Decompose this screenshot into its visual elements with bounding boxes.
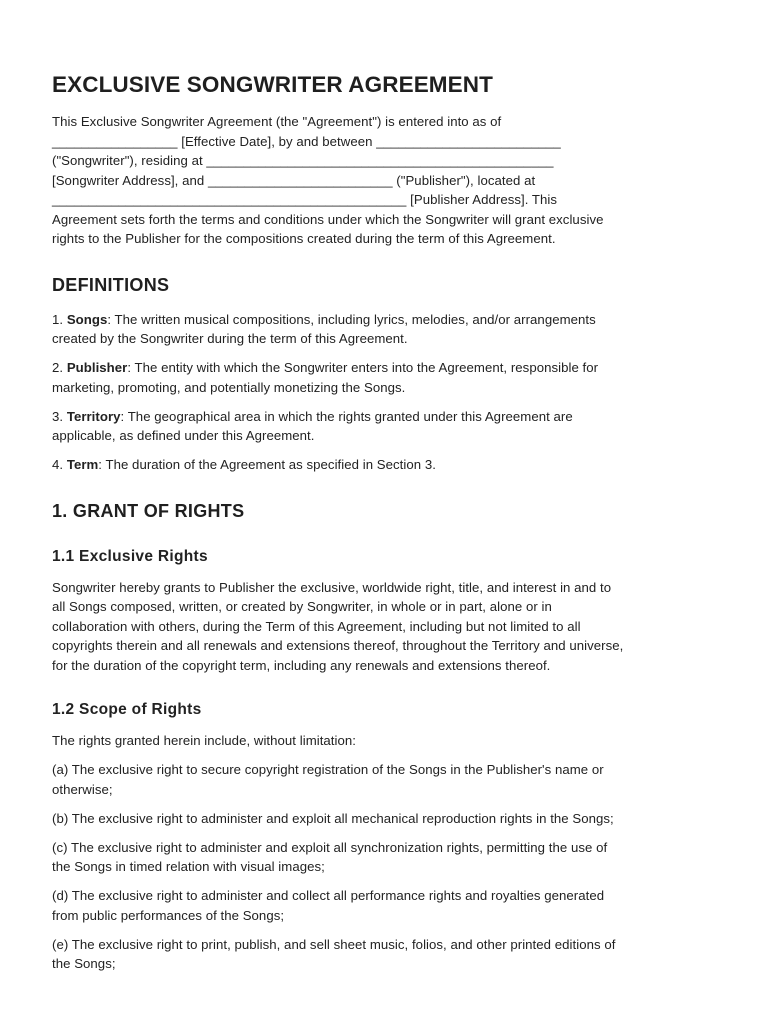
definition-term: Term <box>66 457 99 472</box>
definition-text: : The duration of the Agreement as specified in Section 3. <box>98 457 436 472</box>
definition-text: marketing, promoting, and potentially monetizing the Songs. <box>52 379 406 395</box>
intro-line: ________________________________________________ [Publisher Address]. This <box>52 192 558 207</box>
scope-item <box>52 809 718 829</box>
intro-paragraph <box>52 112 718 249</box>
definition-text: applicable, as defined under this Agreement. <box>52 428 315 443</box>
definition-text: : The entity with which the Songwriter enters into the Agreement, responsible for <box>127 360 599 375</box>
definitions-heading: DEFINITIONS <box>52 274 170 295</box>
paragraph-line: for the duration of the copyright term, including any renewals and extensions thereof. <box>52 657 551 673</box>
scope-of-rights-heading: 1.2 Scope of Rights <box>52 701 202 718</box>
definition-number: 1. <box>52 311 67 327</box>
definition-item <box>52 310 718 349</box>
scope-item-line: otherwise; <box>52 781 113 797</box>
scope-item <box>52 838 718 877</box>
exclusive-rights-paragraph <box>52 578 718 676</box>
scope-item-line: (a) The exclusive right to secure copyright registration of the Songs in the Publisher's name or <box>52 762 604 777</box>
scope-item <box>52 760 718 799</box>
paragraph-line: all Songs composed, written, or created by Songwriter, in whole or in part, alone or in <box>52 599 552 614</box>
exclusive-rights-heading: 1.1 Exclusive Rights <box>52 547 208 565</box>
definition-text: : The geographical area in which the rights granted under this Agreement are <box>120 408 573 424</box>
paragraph-line: Songwriter hereby grants to Publisher the exclusive, worldwide right, title, and interest in and to <box>52 579 612 595</box>
scope-item-line: the Songs; <box>52 956 116 971</box>
definition-item <box>52 407 718 446</box>
intro-line: Agreement sets forth the terms and conditions under which the Songwriter will grant exclusive <box>52 211 604 227</box>
intro-line: This Exclusive Songwriter Agreement (the "Agreement") is entered into as of <box>52 114 502 129</box>
definition-item <box>52 358 718 397</box>
paragraph-line: collaboration with others, during the Term of this Agreement, including but not limited to all <box>52 618 581 634</box>
grant-of-rights-heading: 1. GRANT OF RIGHTS <box>52 500 245 521</box>
scope-item <box>52 886 718 925</box>
definition-number: 2. <box>52 360 67 375</box>
scope-item-line: (d) The exclusive right to administer and collect all performance rights and royalties generated <box>52 888 605 903</box>
intro-line: _________________ [Effective Date], by and between _________________________ <box>52 133 561 149</box>
scope-item-line: the Songs in timed relation with visual images; <box>52 859 325 874</box>
scope-item-line: (c) The exclusive right to administer and exploit all synchronization rights, permitting the use of <box>52 839 608 855</box>
scope-lead: The rights granted herein include, without limitation: <box>52 733 356 748</box>
intro-line: ("Songwriter"), residing at _______________________________________________ <box>52 153 554 168</box>
document-title: EXCLUSIVE SONGWRITER AGREEMENT <box>52 72 493 97</box>
scope-item-line: (b) The exclusive right to administer and exploit all mechanical reproduction rights in the Songs; <box>52 810 614 826</box>
definition-text: : The written musical compositions, including lyrics, melodies, and/or arrangements <box>107 311 596 327</box>
definition-term: Territory <box>66 408 121 424</box>
scope-item-line: (e) The exclusive right to print, publish, and sell sheet music, folios, and other printed editions of <box>52 936 616 952</box>
definition-number: 4. <box>52 457 67 472</box>
intro-line: rights to the Publisher for the compositions created during the term of this Agreement. <box>52 231 556 246</box>
scope-item <box>52 935 718 974</box>
definition-number: 3. <box>52 408 67 424</box>
scope-item-line: from public performances of the Songs; <box>52 907 285 923</box>
definition-term: Publisher <box>66 360 128 375</box>
definition-item <box>52 455 718 475</box>
intro-line: [Songwriter Address], and _________________________ ("Publisher"), located at <box>52 172 536 188</box>
definition-text: created by the Songwriter during the term of this Agreement. <box>52 331 408 346</box>
definition-term: Songs <box>66 311 108 327</box>
paragraph-line: copyrights therein and all renewals and extensions thereof, throughout the Territory and universe, <box>52 638 624 653</box>
